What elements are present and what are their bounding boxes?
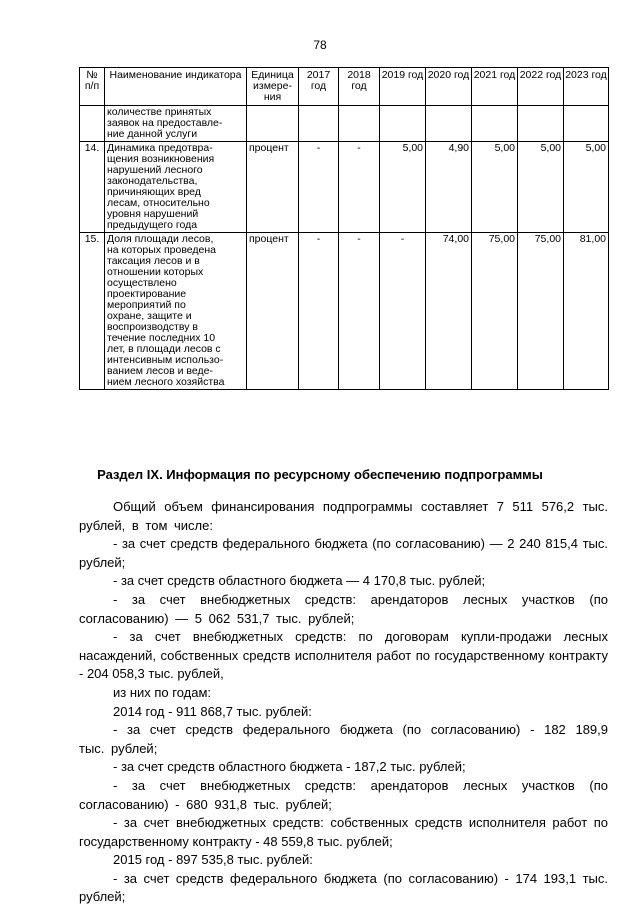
section-body — [79, 498, 608, 907]
name-line: отношении которых — [107, 266, 204, 278]
cell-value: 75,00 — [518, 233, 564, 390]
header-year: 2020 год — [426, 68, 472, 106]
name-line: нарушений лесного — [107, 164, 203, 176]
section-title: Раздел IX. Информация по ресурсному обеспечению подпрограммы — [97, 467, 543, 482]
cell-num — [80, 106, 105, 142]
paragraph: 2015 год - 897 535,8 тыс. рублей: — [113, 852, 313, 868]
name-line: ние данной услуги — [107, 128, 198, 140]
table-row — [80, 233, 609, 390]
cell-value: 75,00 — [472, 233, 518, 390]
name-line: количестве принятых — [107, 106, 212, 118]
name-line: мероприятий по — [107, 299, 186, 311]
header-year: 2023 год — [564, 68, 609, 106]
name-line: Доля площади лесов, — [107, 233, 214, 245]
paragraph: - за счет внебюджетных средств: арендаторов лесных участков (по согласованию) - 680 931,8 тыс. рублей; — [79, 777, 608, 812]
header-year: 2018 год — [339, 68, 380, 106]
name-line: законодательства, — [107, 175, 198, 187]
name-line: причиняющих вред — [107, 186, 201, 198]
cell-value — [564, 106, 609, 142]
cell-unit: процент — [247, 142, 299, 233]
cell-value: - — [299, 142, 339, 233]
name-line: предыдущего года — [107, 219, 198, 231]
page-number: 78 — [313, 38, 327, 52]
name-line: ванием лесов и веде- — [107, 365, 213, 377]
cell-value: 74,00 — [426, 233, 472, 390]
name-line: уровня нарушений — [107, 208, 199, 220]
table-row — [80, 106, 609, 142]
paragraph: из них по годам: — [113, 684, 212, 700]
paragraph: - за счет внебюджетных средств: арендаторов лесных участков (по согласованию) — 5 062 531,7 тыс. рублей; — [79, 591, 608, 626]
name-line: интенсивным использо- — [107, 354, 224, 366]
paragraph: 2014 год - 911 868,7 тыс. рублей: — [113, 703, 312, 719]
cell-value — [339, 106, 380, 142]
header-year: 2022 год — [518, 68, 564, 106]
name-line: воспроизводству в — [107, 321, 198, 333]
name-line: нием лесного хозяйства — [107, 376, 225, 388]
table-row — [80, 142, 609, 233]
header-unit: Единица измере-ния — [247, 68, 299, 106]
name-line: щения возникновения — [107, 153, 215, 165]
cell-value: 5,00 — [472, 142, 518, 233]
paragraph: - за счет средств федерального бюджета (по согласованию) - 174 193,1 тыс. рублей; — [79, 870, 608, 905]
cell-value — [299, 106, 339, 142]
cell-value — [472, 106, 518, 142]
name-line: таксация лесов и в — [107, 255, 200, 267]
cell-value: 5,00 — [518, 142, 564, 233]
cell-value: - — [380, 233, 426, 390]
cell-value: - — [299, 233, 339, 390]
header-year: 2017 год — [299, 68, 339, 106]
cell-value — [518, 106, 564, 142]
cell-num: 14. — [80, 142, 105, 233]
cell-num: 15. — [80, 233, 105, 390]
name-line: течение последних 10 — [107, 332, 216, 344]
name-line: осуществлено — [107, 277, 177, 289]
name-line: лет, в площади лесов с — [107, 343, 221, 355]
cell-name — [105, 106, 247, 142]
cell-value: - — [339, 142, 380, 233]
paragraph: - за счет средств федерального бюджета (по согласованию) — 2 240 815,4 тыс. рублей; — [79, 536, 608, 570]
paragraph: - за счет внебюджетных средств: собственных средств исполнителя работ по государственному контракту - 48 559,8 тыс. рублей; — [79, 815, 608, 849]
cell-value: 81,00 — [564, 233, 609, 390]
name-line: охране, защите и — [107, 310, 192, 322]
paragraph: - за счет внебюджетных средств: по договорам купли-продажи лесных насаждений, собственных средств исполнителя работ по государственному контракту - 204 058,3 тыс. рублей, — [79, 629, 608, 682]
cell-value: 5,00 — [564, 142, 609, 233]
paragraph: - за счет средств федерального бюджета (по согласованию) - 182 189,9 тыс. рублей; — [79, 722, 608, 756]
cell-value — [380, 106, 426, 142]
cell-unit — [247, 106, 299, 142]
header-year: 2019 год — [380, 68, 426, 106]
name-line: на которых проведена — [107, 244, 216, 256]
header-year: 2021 год — [472, 68, 518, 106]
cell-value: 4,90 — [426, 142, 472, 233]
cell-name — [105, 233, 247, 390]
table-header-row — [80, 68, 609, 106]
cell-value — [426, 106, 472, 142]
cell-unit: процент — [247, 233, 299, 390]
paragraph: Общий объем финансирования подпрограммы составляет 7 511 576,2 тыс. рублей, в том числе: — [79, 499, 608, 533]
name-line: заявок на предоставле- — [107, 117, 223, 129]
cell-name — [105, 142, 247, 233]
name-line: лесам, относительно — [107, 197, 210, 209]
cell-value: 5,00 — [380, 142, 426, 233]
cell-value: - — [339, 233, 380, 390]
paragraph: - за счет средств областного бюджета - 187,2 тыс. рублей; — [113, 759, 466, 775]
indicators-table — [79, 67, 609, 390]
name-line: Динамика предотвра- — [107, 142, 213, 154]
header-name: Наименование индикатора — [105, 68, 247, 106]
header-num: № п/п — [80, 68, 105, 106]
paragraph: - за счет средств областного бюджета — 4 170,8 тыс. рублей; — [113, 573, 486, 589]
name-line: проектирование — [107, 288, 187, 300]
